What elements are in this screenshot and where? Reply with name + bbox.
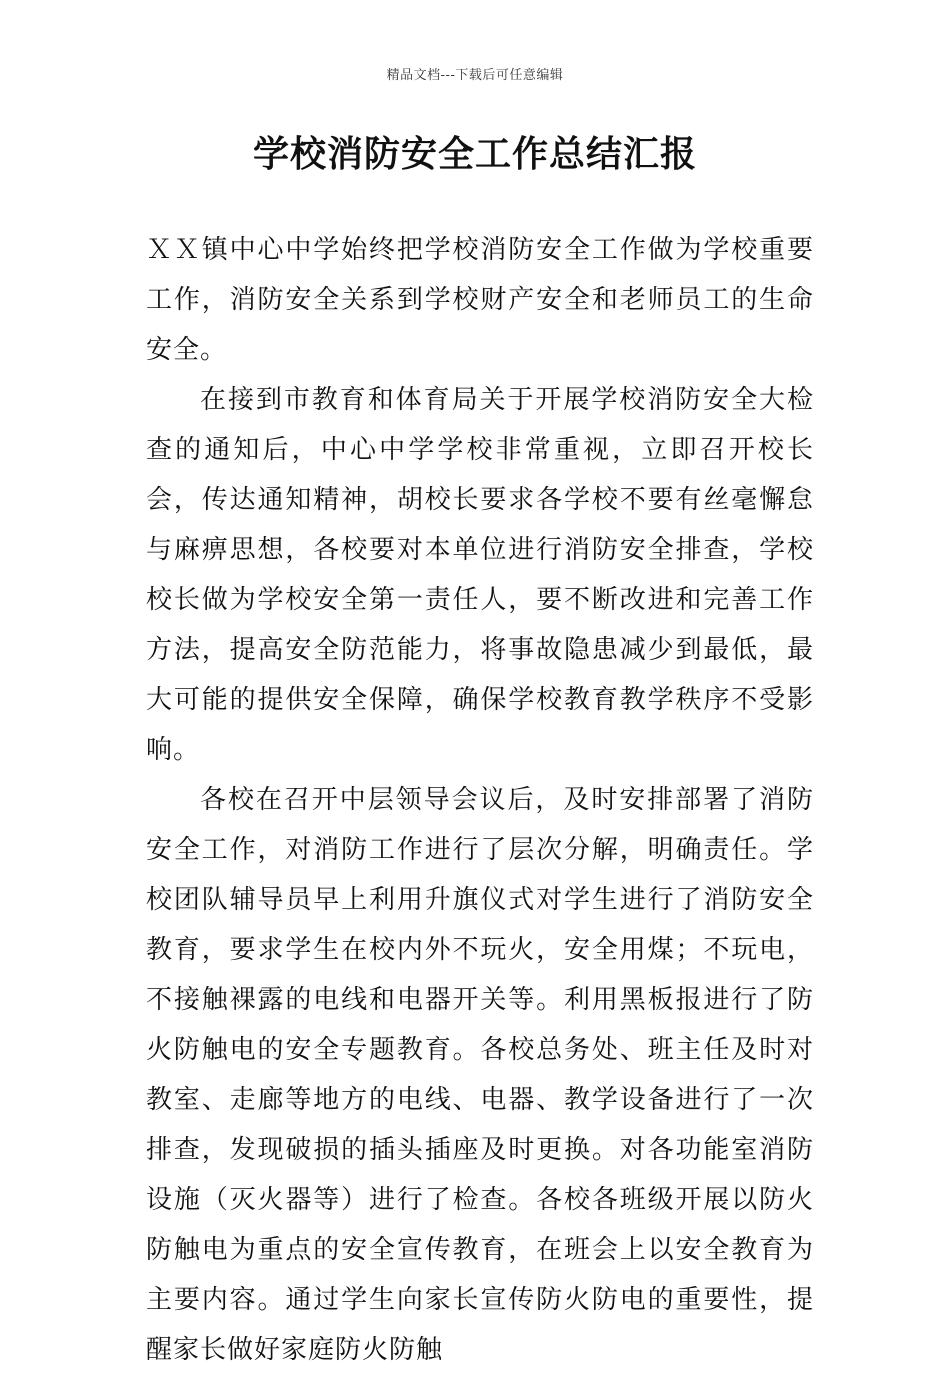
document-title: 学校消防安全工作总结汇报	[252, 134, 697, 175]
paragraph-notification: 在接到市教育和体育局关于开展学校消防安全大检查的通知后，中心中学学校非常重视，立即召开校长会，传达通知精神，胡校长要求各学校不要有丝毫懈怠与麻痹思想，各校要对本单位进行消防安全排查，学校校长做为学校安全第一责任人，要不断改进和完善工作方法，提高安全防范能力，将事故隐患减少到最低，最大可能的提供安全保障，确保学校教育教学秩序不受影响。	[146, 385, 814, 765]
paragraph-intro: ＸＸ镇中心中学始终把学校消防安全工作做为学校重要工作，消防安全关系到学校财产安全和老师员工的生命安全。	[146, 235, 814, 365]
paragraph-measures: 各校在召开中层领导会议后，及时安排部署了消防安全工作，对消防工作进行了层次分解，明确责任。学校团队辅导员早上利用升旗仪式对学生进行了消防安全教育，要求学生在校内外不玩火，安全用煤；不玩电，不接触裸露的电线和电器开关等。利用黑板报进行了防火防触电的安全专题教育。各校总务处、班主任及时对教室、走廊等地方的电线、电器、教学设备进行了一次排查，发现破损的插头插座及时更换。对各功能室消防设施（灭火器等）进行了检查。各校各班级开展以防火防触电为重点的安全宣传教育，在班会上以安全教育为主要内容。通过学生向家长宣传防火防电的重要性，提醒家长做好家庭防火防触	[146, 785, 814, 1365]
document-body	[146, 225, 814, 1375]
header-note: 精品文档---下载后可任意编辑	[386, 68, 564, 83]
